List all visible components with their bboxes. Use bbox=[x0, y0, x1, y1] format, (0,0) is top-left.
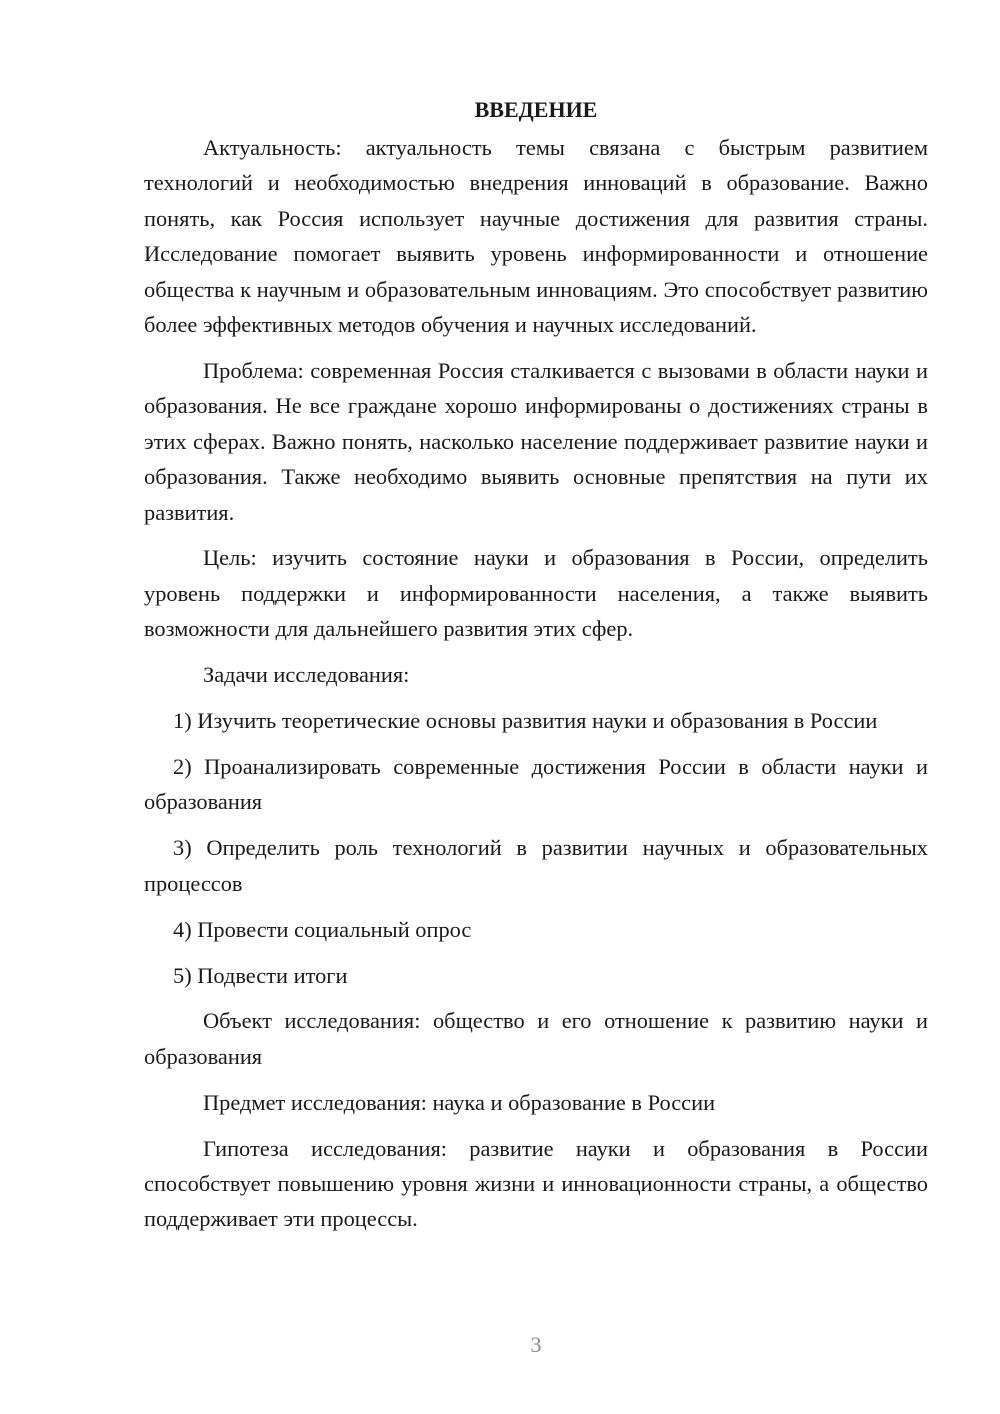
tasks-title: Задачи исследования: bbox=[203, 662, 410, 688]
subject-paragraph: Предмет исследования: наука и образование в России bbox=[203, 1089, 716, 1115]
hypothesis-paragraph: Гипотеза исследования: развитие науки и образования в России способствует повышению уровня жизни и инновационности страны, а общество поддерживает эти процессы. bbox=[144, 1135, 928, 1232]
page-content bbox=[144, 92, 928, 1247]
problem-paragraph: Проблема: современная Россия сталкивается с вызовами в области науки и образования. Не все граждане хорошо информированы о достижениях страны в этих сферах. Важно понять, насколько население поддерживает развитие науки и образования. Также необходимо выявить основные препятствия на пути их развития. bbox=[144, 357, 928, 525]
page-number: 3 bbox=[530, 1332, 542, 1357]
task-item: 1) Изучить теоретические основы развития науки и образования в России bbox=[173, 708, 878, 734]
object-paragraph: Объект исследования: общество и его отношение к развитию науки и образования bbox=[144, 1008, 928, 1069]
task-item: 4) Провести социальный опрос bbox=[173, 916, 472, 942]
goal-paragraph: Цель: изучить состояние науки и образования в России, определить уровень поддержки и информированности населения, а также выявить возможности для дальнейшего развития этих сфер. bbox=[144, 545, 928, 642]
task-item: 5) Подвести итоги bbox=[173, 962, 348, 988]
section-heading: ВВЕДЕНИЕ bbox=[474, 97, 598, 122]
task-item: 2) Проанализировать современные достижения России в области науки и образования bbox=[144, 754, 928, 815]
tasks-list bbox=[144, 703, 928, 993]
task-item: 3) Определить роль технологий в развитии научных и образовательных процессов bbox=[144, 835, 928, 896]
relevance-paragraph: Актуальность: актуальность темы связана с быстрым развитием технологий и необходимостью внедрения инноваций в образование. Важно понять, как Россия использует научные достижения для развития страны. Исследование помогает выявить уровень информированности и отношение общества к научным и образовательным инновациям. Это способствует развитию более эффективных методов обучения и научных исследований. bbox=[144, 135, 928, 338]
